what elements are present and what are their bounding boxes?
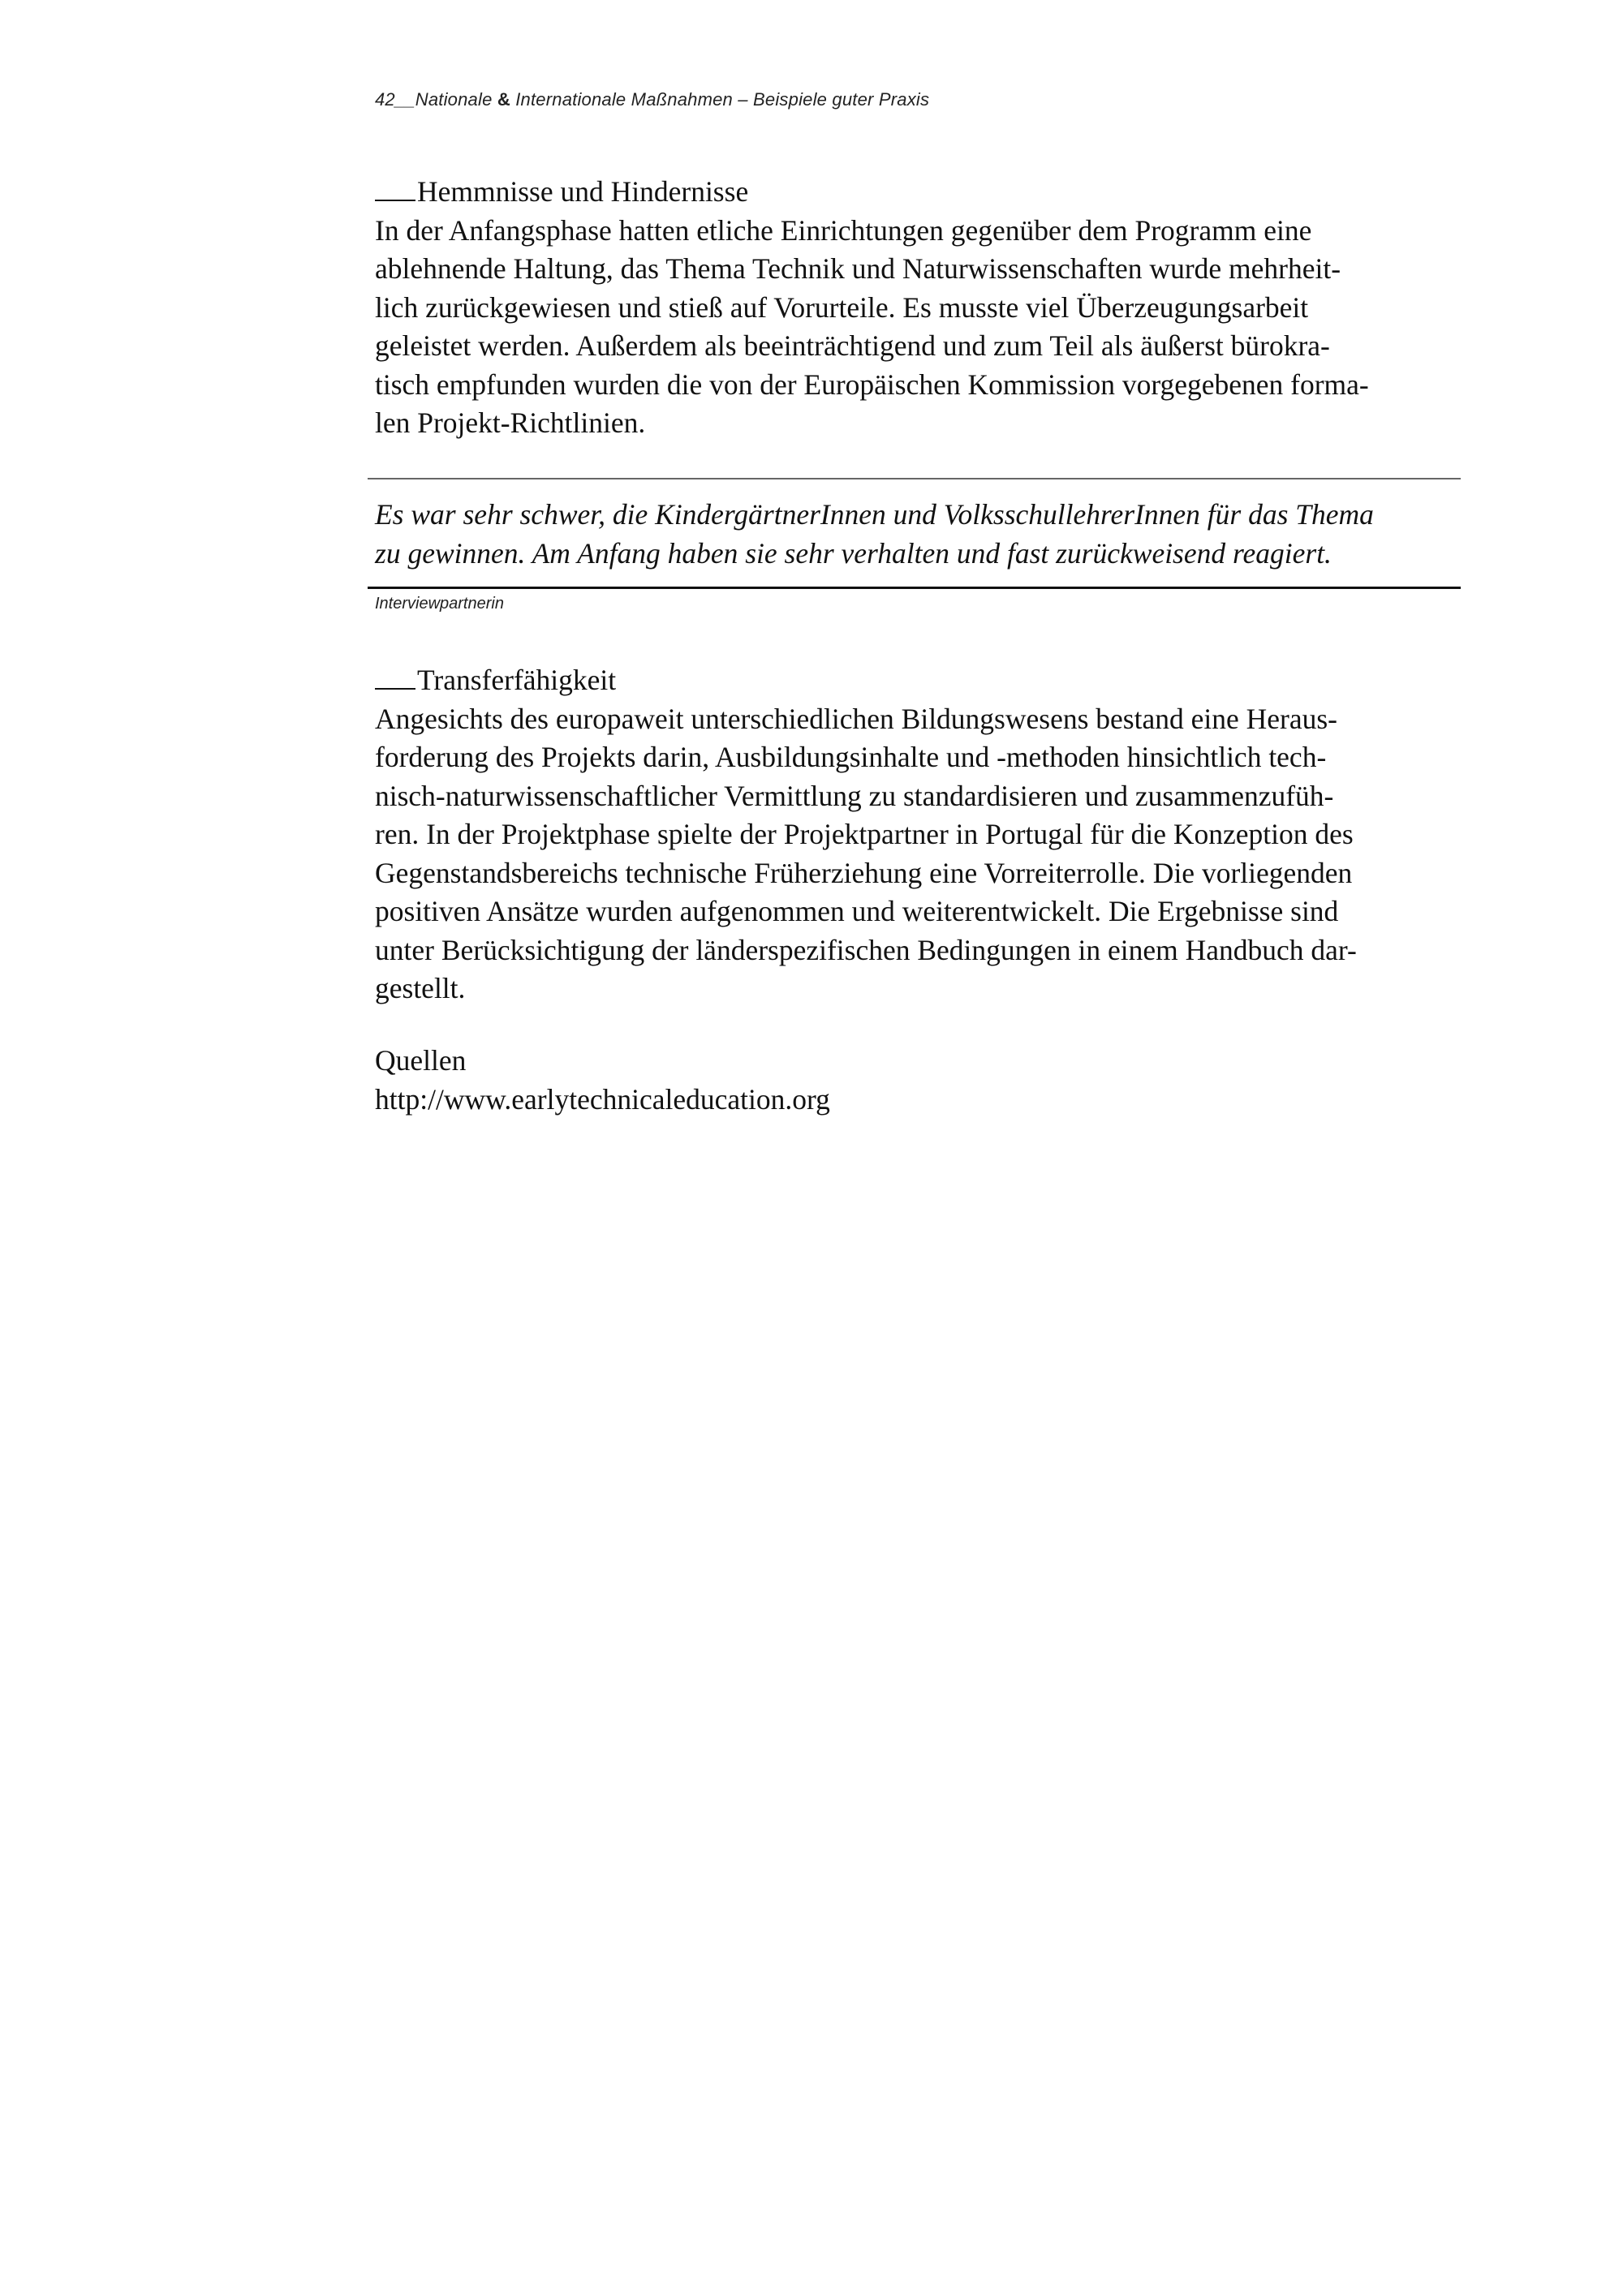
sources-section <box>375 1042 1458 1119</box>
header-separator: __ <box>394 89 415 110</box>
quote-line: Es war sehr schwer, die KindergärtnerInnen und VolksschullehrerInnen für das Thema <box>375 498 1374 531</box>
section-heading-text: Hemmnisse und Hindernisse <box>417 175 749 208</box>
paragraph-line: tisch empfunden wurden die von der Europäischen Kommission vorgegebenen forma- <box>375 368 1369 401</box>
section-heading-obstacles <box>375 173 1458 212</box>
section-transfer <box>375 661 1458 1008</box>
paragraph-line: positiven Ansätze wurden aufgenommen und weiterentwickelt. Die Ergebnisse sind <box>375 895 1339 927</box>
paragraph-line: geleistet werden. Außerdem als beeinträchtigend und zum Teil als äußerst bürokra- <box>375 329 1330 362</box>
paragraph-line: gestellt. <box>375 972 466 1004</box>
header-title-part2: Internationale Maßnahmen – Beispiele guter Praxis <box>510 89 930 110</box>
quote-top-rule <box>368 478 1461 479</box>
section-heading-transfer <box>375 661 1458 700</box>
paragraph-line: Angesichts des europaweit unterschiedlichen Bildungswesens bestand eine Heraus- <box>375 702 1337 735</box>
paragraph-line: lich zurückgewiesen und stieß auf Vorurteile. Es musste viel Überzeugungsarbeit <box>375 290 1309 324</box>
header-ampersand: & <box>497 89 510 110</box>
paragraph-line: forderung des Projekts darin, Ausbildungsinhalte und -methoden hinsichtlich tech- <box>375 741 1327 773</box>
heading-rule-mark <box>375 175 415 201</box>
paragraph-line: ablehnende Haltung, das Thema Technik und Naturwissenschaften wurde mehrheit- <box>375 252 1341 285</box>
page-number: 42 <box>375 89 395 110</box>
paragraph-line: nisch-naturwissenschaftlicher Vermittlung zu standardisieren und zusammenzufüh- <box>375 779 1334 812</box>
quote-line: zu gewinnen. Am Anfang haben sie sehr verhalten und fast zurückweisend reagiert. <box>375 536 1332 570</box>
paragraph-line: unter Berücksichtigung der länderspezifischen Bedingungen in einem Handbuch dar- <box>375 933 1357 966</box>
paragraph-line: ren. In der Projektphase spielte der Projektpartner in Portugal für die Konzeption des <box>375 818 1354 850</box>
header-title-part1: Nationale <box>415 89 497 110</box>
section-obstacles <box>375 173 1458 443</box>
quote-attribution: Interviewpartnerin <box>375 595 504 613</box>
heading-rule-mark <box>375 664 415 690</box>
sources-link[interactable]: http://www.earlytechnicaleducation.org <box>375 1082 830 1116</box>
running-header <box>375 89 929 110</box>
paragraph-line: In der Anfangsphase hatten etliche Einrichtungen gegenüber dem Programm eine <box>375 213 1312 247</box>
section-heading-text: Transferfähigkeit <box>417 664 617 696</box>
paragraph-line: len Projekt-Richtlinien. <box>375 406 646 439</box>
quote-text <box>375 496 1374 573</box>
paragraph-line: Gegenstandsbereichs technische Früherziehung eine Vorreiterrolle. Die vorliegenden <box>375 856 1353 889</box>
sources-label: Quellen <box>375 1044 467 1077</box>
quote-bottom-rule <box>368 587 1461 589</box>
